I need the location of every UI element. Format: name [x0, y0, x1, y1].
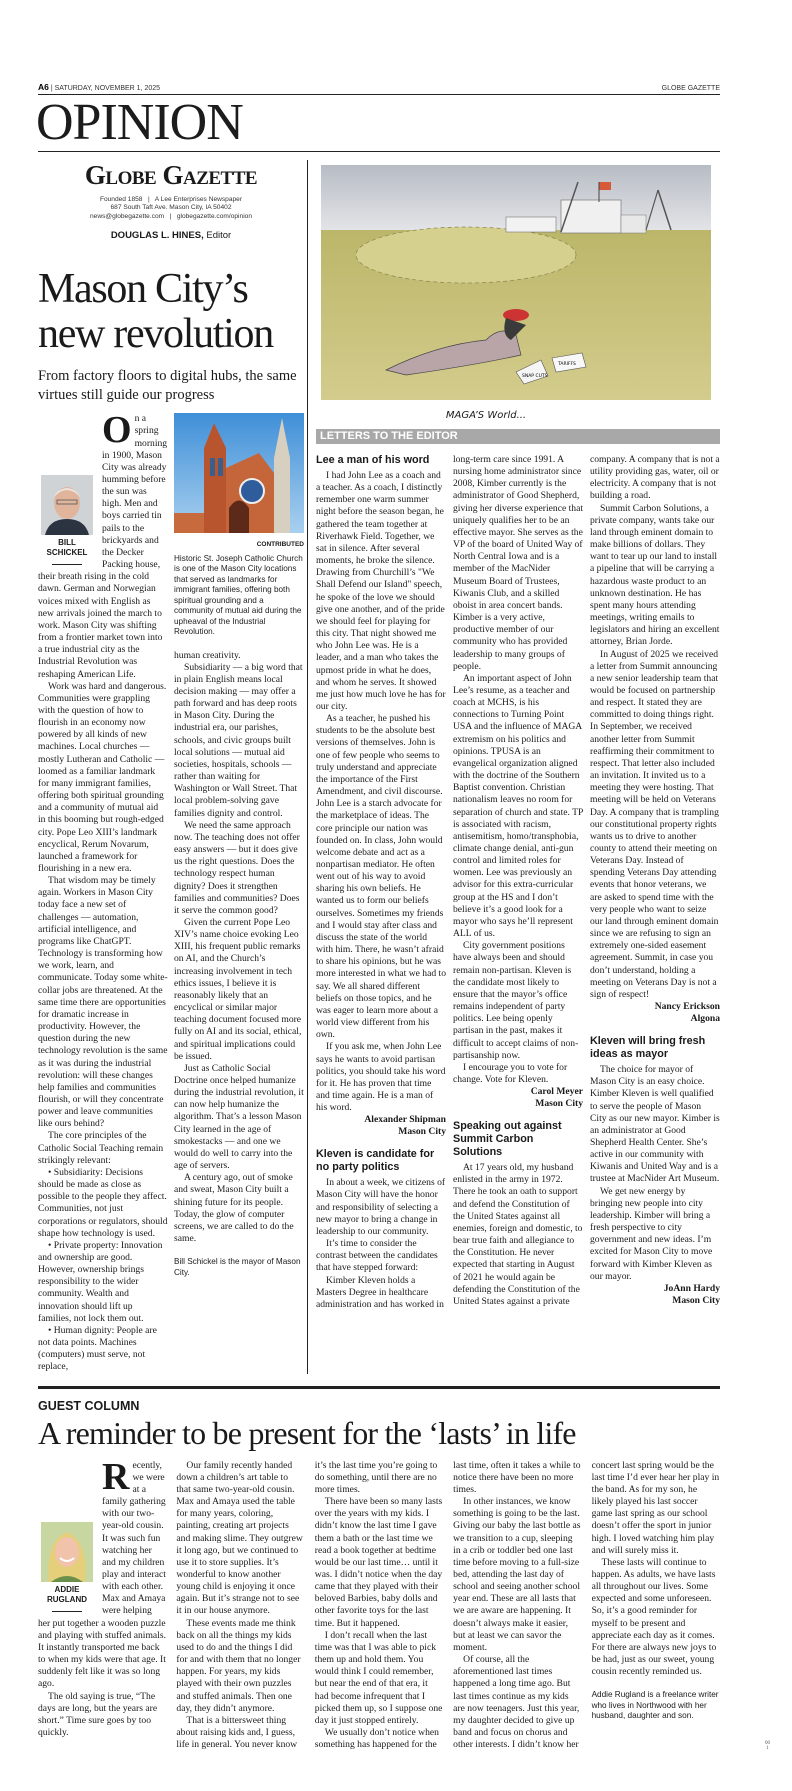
page-marker-line2: 1 — [766, 1746, 769, 1752]
author-name-first: ADDIE — [54, 1584, 80, 1594]
author-rule — [52, 564, 82, 565]
section-divider — [38, 1386, 720, 1389]
masthead — [38, 160, 304, 241]
letter-paragraph: If you ask me, when John Lee says he wants to avoid partisan politics, you should take his word for it. He has proven that time and time again. He is a man of his word. — [316, 1041, 446, 1114]
editorial-cartoon — [316, 160, 716, 421]
paragraph: On a spring morning in 1900, Mason City was already humming before the sun was high. Men and boys carried tin pails to the brickyards and the Decker Packing house, their breath rising in the cold dawn. German and Norwegian voices mixed with English as new arrivals joined the march to work. Mason City was shifting from a frontier market town into a true industrial city as the Industrial Revolution was reshaping American Life. — [38, 409, 168, 680]
letter-paragraph: In about a week, we citizens of Mason City will have the honor and responsibility of selecting a new mayor to bring a change in leadership to our community. — [316, 1177, 446, 1237]
author-headshot-photo — [41, 1522, 93, 1582]
cartoon-drawing — [316, 160, 716, 405]
letter-paragraph: At 17 years old, my husband enlisted in the army in 1972. There he took an oath to support and defend the Constitution of the United States against all enemies, foreign and domestic, to bear true faith and allegiance to the Constitution. He never expected that starting in August of 2021 he would again be defending the Constitution of the United States against a private company. A company that is not a utility providing gas, water, oil or electricity. A company that is not building a road. — [453, 454, 720, 1307]
letters-to-the-editor — [316, 454, 720, 1312]
letter-title: Lee a man of his word — [316, 454, 430, 466]
letter-city: Mason City — [398, 1126, 446, 1138]
author-name-last: SCHICKEL — [46, 548, 88, 558]
paragraph: That is a bittersweet thing about raising kids and, I guess, life in general. You never know it’s the last time you’re going to do something, until there are no more times. — [176, 1459, 438, 1751]
left-section — [38, 160, 307, 1374]
article-columns — [38, 409, 304, 1373]
letter-city: Algona — [690, 1013, 720, 1025]
paragraph: There have been so many lasts over the years with my kids. I didn’t know the last time I gave them a bath or the last time we read a book together at bedtime would be our last time… until it was. I didn’t notice when the day came that they played with their beloved Barbies, baby dolls and other favorite toys for the last time. But it happened. — [314, 1496, 443, 1629]
author-tagline: Bill Schickel is the mayor of Mason City. — [174, 1257, 301, 1277]
page-date: SATURDAY, NOVEMBER 1, 2025 — [54, 85, 161, 92]
page-number: A6 — [38, 82, 49, 92]
paragraph: We usually don’t notice when something has happened for the last time, often it takes a while to notice there have been no more times. — [314, 1459, 581, 1751]
paragraph: Given the current Pope Leo XIV’s name choice evoking Leo XIII, his frequent public remarks on AI, and the Church’s increasing involvement in tech ethics issues, I believe it is reasonably likely that an encyclical or similar major teaching document focused more fully on AI and its social, ethical, and spiritual implications could be issued. — [174, 916, 302, 1062]
section-title: OPINION — [36, 94, 243, 151]
photo-caption: Historic St. Joseph Catholic Church is one of the Mason City locations that served as landmarks for immigrant families, offering both spiritual grounding and a community of mutual aid during the upheaval of the Industrial Revolution. — [174, 553, 303, 637]
guest-column-section — [38, 1455, 770, 1752]
church-photo — [174, 413, 304, 533]
letter-title: Speaking out against Summit Carbon Solutions — [453, 1120, 562, 1159]
paragraph: A century ago, out of smoke and sweat, Mason City built a shining future for its people. Today, the glow of computer screens, we are called to do the same. — [174, 1172, 294, 1245]
paragraph: I don’t recall when the last time was that I was able to pick them up and hold them. You would think I could remember, but near the end of that era, it had become infrequent that I picked them up, so I suppose one day it just stopped entirely. — [314, 1629, 443, 1726]
letter-city: Mason City — [672, 1294, 720, 1306]
masthead-contact: news@globegazette.com | globegazette.com/opinion — [90, 212, 252, 220]
author-headshot-photo — [41, 475, 93, 535]
paragraph: We need the same approach now. The teaching does not offer easy answers — but it does give us the right questions. Does the technology respect human dignity? Does it strengthen families and communities? Does it serve the common good? — [174, 819, 300, 916]
paragraph: Of course, all the aforementioned last times happened a long time ago. But last times continue as my kids are now teenagers. Just this year, my daughter decided to give up band and focus on chorus and other interests. I didn’t know her concert last spring would be the last time I’d ever hear her play in the band. As for my son, he likely played his last soccer game last spring as our school doesn’t offer the sport in junior high. I loved watching him play and will surely miss it. — [453, 1459, 720, 1751]
letter-paragraph: As a teacher, he pushed his students to be the absolute best versions of themselves. John is one of few people who seems to truly understand and appreciate the importance of the First Amendment, and civil discourse. John Lee is a starch advocate for the marketplace of ideas. The core principle our nation was founded on. In class, John would welcome debate and act as a nonpartisan mediator. He often went out of his way to avoid sharing his own beliefs. He wanted us to form our beliefs ourselves. Sometimes my friends and I would stay after class and discuss the state of the world with him. There, he wasn’t afraid to share his opinions, but he was more interested in what we had to say. We all shared different beliefs on those topics, and he was eager to learn more about a world view different from his own. — [316, 713, 447, 1041]
letter-author: Carol Meyer — [530, 1086, 583, 1098]
masthead-title: Globe Gazette — [84, 160, 258, 190]
folio-paper-name: GLOBE GAZETTE — [661, 85, 720, 92]
guest-column-body — [38, 1455, 720, 1752]
letter-author: JoAnn Hardy — [663, 1282, 720, 1294]
cartoon-paper-snap: SNAP CUTS — [522, 374, 548, 379]
paragraph: Work was hard and dangerous. Communities were grappling with the question of how to flourish in an economy now powered by all kinds of new machines. Local churches — mostly Lutheran and Catholic — loomed as a familiar landmark for many immigrant families, offering both spiritual grounding and a community of mutual aid in this booming but rough-edged city. Pope Leo XIII’s landmark encyclical, Rerum Novarum, launched a framework for flourishing in a new era. — [38, 680, 167, 874]
article-body-2 — [174, 650, 304, 1246]
guest-author-tagline: Addie Rugland is a freelance writer who lives in Northwood with her husband, daughter and son. — [591, 1690, 719, 1721]
paragraph: The core principles of the Catholic Social Teaching remain strikingly relevant: — [38, 1130, 164, 1166]
paragraph: The old saying is true, “The days are long, but the years are short.” Time sure goes by too quickly. — [38, 1690, 158, 1738]
guest-column-label: GUEST COLUMN — [38, 1398, 140, 1413]
author-name-first: BILL — [58, 538, 76, 548]
author-headshot — [38, 1522, 96, 1612]
paragraph: In other instances, we know something is going to be the last. Giving our baby the last bottle as we transition to a cup, sleeping in a crib or toddler bed one last time before moving to a full-size bed, attending the last day of school and seeing another school year end. These are all lasts that we are aware are happening. It doesn’t always make it easier, but at least we can savor the moment. — [453, 1496, 581, 1653]
paragraph: Our family recently handed down a children’s art table to that same two-year-old cousin. Max and Amaya used the table for many years, coloring, painting, creating art projects and making slime. They outgrew it long ago, but we continued to use it to store supplies. It’s wonderful to know another young child is enjoying it once again. But it’s strange not to see it in our house anymore. — [176, 1459, 303, 1617]
letter-paragraph: In August of 2025 we received a letter from Summit announcing a new senior leadership team that would be focused on partnership and respect. It stated they are committed to doing things right. In September, we received another letter from Summit reaffirming their commitment to respect. That letter also included an invitation. It invited us to a meeting they were hosting. That meeting will be held on Veterans Day. A company that is trampling our constitutional property rights wants us to drive to another county to attend their meeting on Veterans Day. Instead of spending Veterans Day attending events that honor veterans, we are asked to spend time with the very people who want to seize our land through eminent domain since we are refusing to sign an extremely one-sided easement agreement. Summit, in case you don’t understand, holding a meeting on Veterans Day is not a sign of respect! — [590, 648, 719, 1000]
letter-paragraph: I encourage you to vote for change. Vote for Kleven. — [453, 1061, 568, 1085]
letter-paragraph: I had John Lee as a coach and a teacher. As a coach, I distinctly remember one warm summer night before the season began, he gathered the team together at Riverhawk Field. Together, we sat in silence. After several moments, he broke the silence. Drawing from Churchill’s "We Shall Defend our Island" speech, he spoke of the love we should give one another, and of the pride we should feel for playing for this city. That night showed me who John Lee was. He is a leader, and a man who takes the upmost pride in what he does, and whom he serves. It showed me just how much love he has for our city. — [316, 470, 446, 712]
masthead-founded: Founded 1858 | A Lee Enterprises Newspaper — [99, 196, 243, 203]
right-section — [308, 160, 720, 1374]
page-folio: A6 | SATURDAY, NOVEMBER 1, 2025 GLOBE GAZETTE — [38, 82, 720, 92]
paragraph: Subsidiarity — a big word that in plain English means local decision making — may offer a path forward and has deep roots in Mason City. During the industrial era, our parishes, schools, and civic groups built local solutions — mutual aid societies, hospitals, schools — rather than waiting for Washington or Wall Street. That local problem-solving gave families dignity and control. — [174, 661, 303, 819]
article-subhead: From factory floors to digital hubs, the same virtues still guide our progress — [38, 368, 297, 404]
paragraph: • Subsidiarity: Decisions should be made as close as possible to the people they affect. Communities, not just corporations or regulators, should shape how technology is used. — [38, 1166, 168, 1239]
paragraph: Just as Catholic Social Doctrine once helped humanize during the industrial revolution, it can now help humanize the algorithm. That’s a lesson Mason City learned in the age of smokestacks — and one we would do well to carry into the age of servers. — [174, 1062, 304, 1172]
top-section — [38, 160, 720, 1374]
article-body-1 — [38, 409, 168, 1373]
guest-column-headline: A reminder to be present for the ‘lasts’ in life — [38, 1414, 576, 1451]
masthead-editor — [38, 230, 304, 241]
paragraph: These lasts will continue to happen. As adults, we have lasts all throughout our lives. Some expected and some unforeseen. So, it’s a good reminder for myself to be present and appreciate each day as it comes. For there are always new joys to be had, just as our sweet, young cousin recently reminded us. — [591, 1556, 717, 1678]
article-headline: Mason City’s new revolution — [38, 266, 273, 358]
paragraph: Recently, we were at a family gathering with our two-year-old cousin. It was such fun watching her and my children play and interact with each other. Max and Amaya were helping her put together a wooden puzzle and playing with stuffed animals. It instantly transported me back to when my kids were that age. It suddenly felt like it was so long ago. — [38, 1455, 166, 1690]
paragraph: • Private property: Innovation and ownership are good. However, ownership brings responsibility to the wider community. Wealth and innovation should lift up families, not lock them out. — [38, 1239, 163, 1324]
paragraph: These events made me think back on all the things my kids used to do and the things I did for and with them that no longer happen. For years, my kids played with their own puzzles and stuffed animals. Then one day, they didn’t anymore. — [176, 1617, 301, 1714]
photo-credit: CONTRIBUTED — [256, 541, 304, 549]
author-rule — [52, 1611, 82, 1612]
page-marker-line1: 00 — [765, 1741, 770, 1747]
letter-title: Kleven is candidate for no party politics — [316, 1148, 435, 1174]
letter-paragraph: Summit Carbon Solutions, a private company, wants take our land through eminent domain to make billions of dollars. They want to tear up our land to install a pipeline that will be carrying a hazardous waste product to an unknown destination. He has spent many hours attending meetings, writing emails to legislators and hiring an excellent attorney, Brian Jorde. — [590, 502, 720, 648]
cartoon-paper-tariffs: TARIFFS — [558, 362, 576, 367]
paragraph: • Human dignity: People are not data points. Machines (computers) must serve, not replace, — [38, 1324, 157, 1373]
editor-name: DOUGLAS L. HINES, — [110, 230, 204, 242]
letter-paragraph: Kimber Kleven holds a Masters Degree in healthcare administration and has worked in long-term care since 1991. A nursing home administrator since 2008, Kimber currently is the administrator of Good Shepherd, giving her diverse experience that uniquely qualifies her to be an effective mayor. She serves as the VP of the board of United Way of North Central Iowa and is a member of the MacNider Museum Board of Trustees, Kiwanis Club, and a skilled oboist in area concert bands. Kimber is a very active, productive member of our community who has provided leadership to many groups of people. — [316, 454, 583, 1310]
letter-paragraph: It’s time to consider the contrast between the candidates that have stepped forward: — [316, 1238, 438, 1274]
cartoon-caption: MAGA’S World... — [445, 410, 527, 421]
letter-paragraph: We get new energy by bringing new people into city leadership. Kimber will bring a fresh perspective to city government and new ideas. I’m excited for Mason City to move forward with Kimber Kleven as our mayor. — [590, 1185, 713, 1282]
letters-section-header: LETTERS TO THE EDITOR — [316, 429, 720, 444]
paragraph: human creativity. — [174, 649, 241, 661]
page-marker — [765, 1741, 770, 1751]
paragraph: That wisdom may be timely again. Workers in Mason City today face a new set of challenges — automation, artificial intelligence, and programs like ChatGPT. Technology is transforming how we work, learn, and communicate. Today some white-collar jobs are threatened. At the same time there are opportunities for dramatic increase in productivity. However, the question during the new technology revolution is the same as it was during the industrial revolution: will these changes help families and communities flourish, or will they concentrate power and leave communities like ours behind? — [38, 875, 168, 1130]
section-rule — [38, 151, 720, 152]
author-name-last: RUGLAND — [47, 1594, 87, 1604]
letter — [590, 1035, 720, 1307]
article-column-2 — [174, 413, 304, 1373]
letter-paragraph: An important aspect of John Lee’s resume, as a teacher and coach at MCHS, is his connections to Turning Point USA and the influence of MAGA extremism on his politics and opinions. TPUSA is an evangelical organization aligned with the doctrine of the Southern Baptist convention. Christian nationalism leaves no room for separation of church and state. TP is associated with racism, antisemitism, homo/transphobia, climate change denial, anti-gun control and limited roles for women. Lee was previously an advisor for this extra-curricular group at the HS and I don’t believe it’s a good look for a mayor who says he’ll represent ALL of us. — [453, 672, 584, 940]
article-column-1 — [38, 409, 168, 1373]
letter-paragraph: The choice for mayor of Mason City is an easy choice. Kimber Kleven is well qualified to serve the people of Mason City as our new mayor. Kimber is an administrator at Good Shepherd Health Center. She’s active in our community with Kiwanis and United Way and is a trustee at MacNider Art Museum. — [590, 1064, 720, 1185]
letter — [316, 454, 446, 1138]
masthead-address: 687 South Taft Ave. Mason City, IA 50402 — [110, 204, 232, 212]
masthead-info — [38, 196, 304, 221]
newspaper-page — [36, 0, 770, 1791]
letter-author: Nancy Erickson — [654, 1001, 720, 1013]
letter-author: Alexander Shipman — [364, 1114, 446, 1126]
letter-paragraph: City government positions have always been and should remain non-partisan. Kleven is the candidate most likely to ensure that the mayor’s office remains independent of party politics. Lee being openly partisan in the past, makes it difficult to accept claims of non-partisanship now. — [453, 940, 579, 1061]
letter-title: Kleven will bring fresh ideas as mayor — [590, 1035, 706, 1061]
letter-city: Mason City — [535, 1098, 583, 1110]
author-headshot — [38, 475, 96, 565]
editor-role: Editor — [203, 230, 232, 242]
